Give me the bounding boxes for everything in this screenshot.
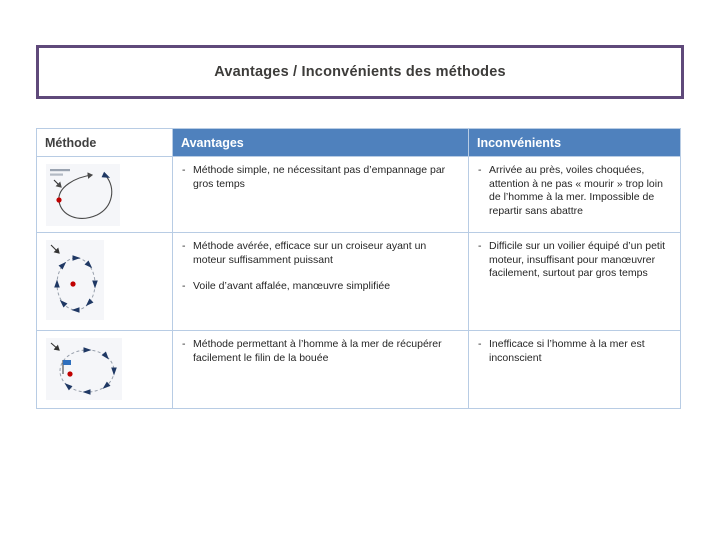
table-row [37, 331, 681, 409]
title-box [36, 45, 684, 99]
disadvantages-cell [469, 233, 681, 331]
method-diagram-cell [37, 331, 173, 409]
bullet-item: - Méthode avérée, efficace sur un croiseur ayant un moteur suffisamment puissant [182, 240, 459, 267]
method-diagram-cell [37, 157, 173, 233]
bullet-item: - Arrivée au près, voiles choquées, attention à ne pas « mourir » trop loin de l’homme à la mer. Impossible de repartir sans abattre [478, 164, 671, 219]
sailing-maneuver-diagram-2 [46, 240, 104, 320]
bullet-item: - Méthode simple, ne nécessitant pas d’empannage par gros temps [182, 164, 459, 191]
disadvantages-list [478, 338, 671, 365]
column-header-method: Méthode [37, 129, 173, 157]
disadvantages-cell [469, 157, 681, 233]
page-title: Avantages / Inconvénients des méthodes [214, 64, 506, 80]
bullet-item: - Difficile sur un voilier équipé d’un petit moteur, insuffisant pour manœuvrer facilement, surtout par gros temps [478, 240, 671, 281]
advantages-cell [173, 157, 469, 233]
column-header-disadvantages: Inconvénients [469, 129, 681, 157]
disadvantages-list [478, 240, 671, 281]
bullet-item: - Méthode permettant à l’homme à la mer de récupérer facilement le filin de la bouée [182, 338, 459, 365]
advantages-list [182, 338, 459, 365]
disadvantages-cell [469, 331, 681, 409]
disadvantages-list [478, 164, 671, 219]
advantages-list [182, 240, 459, 294]
advantages-cell [173, 331, 469, 409]
sailing-maneuver-diagram-1 [46, 164, 120, 226]
sailing-maneuver-diagram-3 [46, 338, 122, 400]
table-row [37, 233, 681, 331]
methods-table [36, 128, 681, 409]
method-diagram-cell [37, 233, 173, 331]
bullet-item: - Inefficace si l’homme à la mer est inconscient [478, 338, 671, 365]
table-header-row [37, 129, 681, 157]
advantages-list [182, 164, 459, 191]
bullet-item: - Voile d’avant affalée, manœuvre simplifiée [182, 280, 459, 294]
table-row [37, 157, 681, 233]
advantages-cell [173, 233, 469, 331]
column-header-advantages: Avantages [173, 129, 469, 157]
